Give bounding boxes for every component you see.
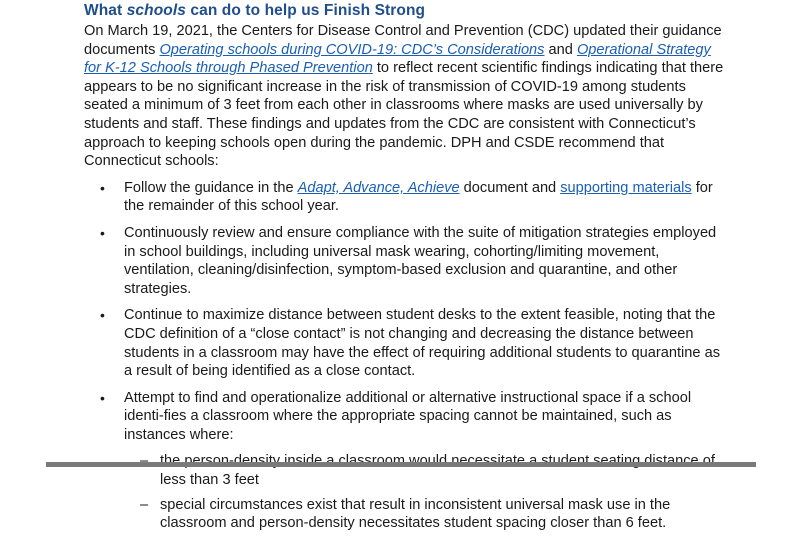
recommendation-list [84, 179, 724, 533]
operational-strategy-link[interactable]: Operational Strategy for K-12 Schools through Phased Prevention [84, 41, 711, 77]
bullet-marker: • [100, 389, 105, 406]
cdc-considerations-link[interactable]: Operating schools during COVID-19: CDC’s Considerations [159, 41, 545, 58]
heading-emphasis: schools [126, 2, 186, 19]
heading-text-start: What [84, 2, 127, 19]
bullet-marker: • [100, 307, 105, 324]
sub-list-item: less than 3 feet [124, 452, 724, 489]
heading-text-end: can do to help us Finish Strong [185, 2, 426, 19]
sub-list-item: – special circumstances exist that result in inconsistent universal mask use in the classroom and person-density necessitates student spacing closer than 6 feet. [140, 496, 671, 532]
list-item: • Continue to maximize distance between student desks to the extent feasible, noting that the CDC definition of a “close contact” is not changing and decreasing the distance between students in a classroom may have the effect of requiring additional students to quarantine as a result of being identified as a close contact. [100, 307, 720, 380]
bullet-marker: • [100, 179, 105, 196]
section-divider [46, 462, 756, 467]
intro-paragraph: On March 19, 2021, the Centers for Disease Control and Prevention (CDC) updated their guidance documents Operating schools during COVID-19: CDC’s Considerations and Operational Strategy for K-12 Schools through Phased Prevention to reflect recent scientific findings indicating that there appears to be no significant increase in the risk of transmission of COVID-19 among students seated a minimum of 3 feet from each other in classrooms where masks are used universally by students and staff. These findings and updates from the CDC are consistent with Connecticut’s approach to keeping schools open during the pandemic. DPH and CSDE recommend that Connecticut schools: [84, 23, 724, 170]
list-item: • Follow the guidance in the Adapt, Advance, Achieve document and supporting materials for the remainder of this school year. [100, 179, 713, 215]
supporting-materials-link[interactable]: supporting materials [560, 179, 692, 196]
list-item: • Attempt to find and operationalize additional or alternative instructional space if a school identi-fies a classroom where the appropriate spacing cannot be maintained, such as instances where: less than 3 feet – special circumstances exist that result in inconsistent universal mask use in the classroom and person-density necessitates student spacing closer than 6 feet. [84, 389, 724, 533]
dash-marker: – [140, 496, 149, 513]
list-item: • Continuously review and ensure compliance with the suite of mitigation strategies employed in school buildings, including universal mask wearing, cohorting/limiting movement, ventilation, cleaning/disinfection, symptom-based exclusion and quarantine, and other strategies. [100, 224, 717, 297]
bullet-marker: • [100, 224, 105, 241]
adapt-advance-achieve-link[interactable]: Adapt, Advance, Achieve [297, 179, 460, 196]
section-heading [84, 2, 425, 20]
